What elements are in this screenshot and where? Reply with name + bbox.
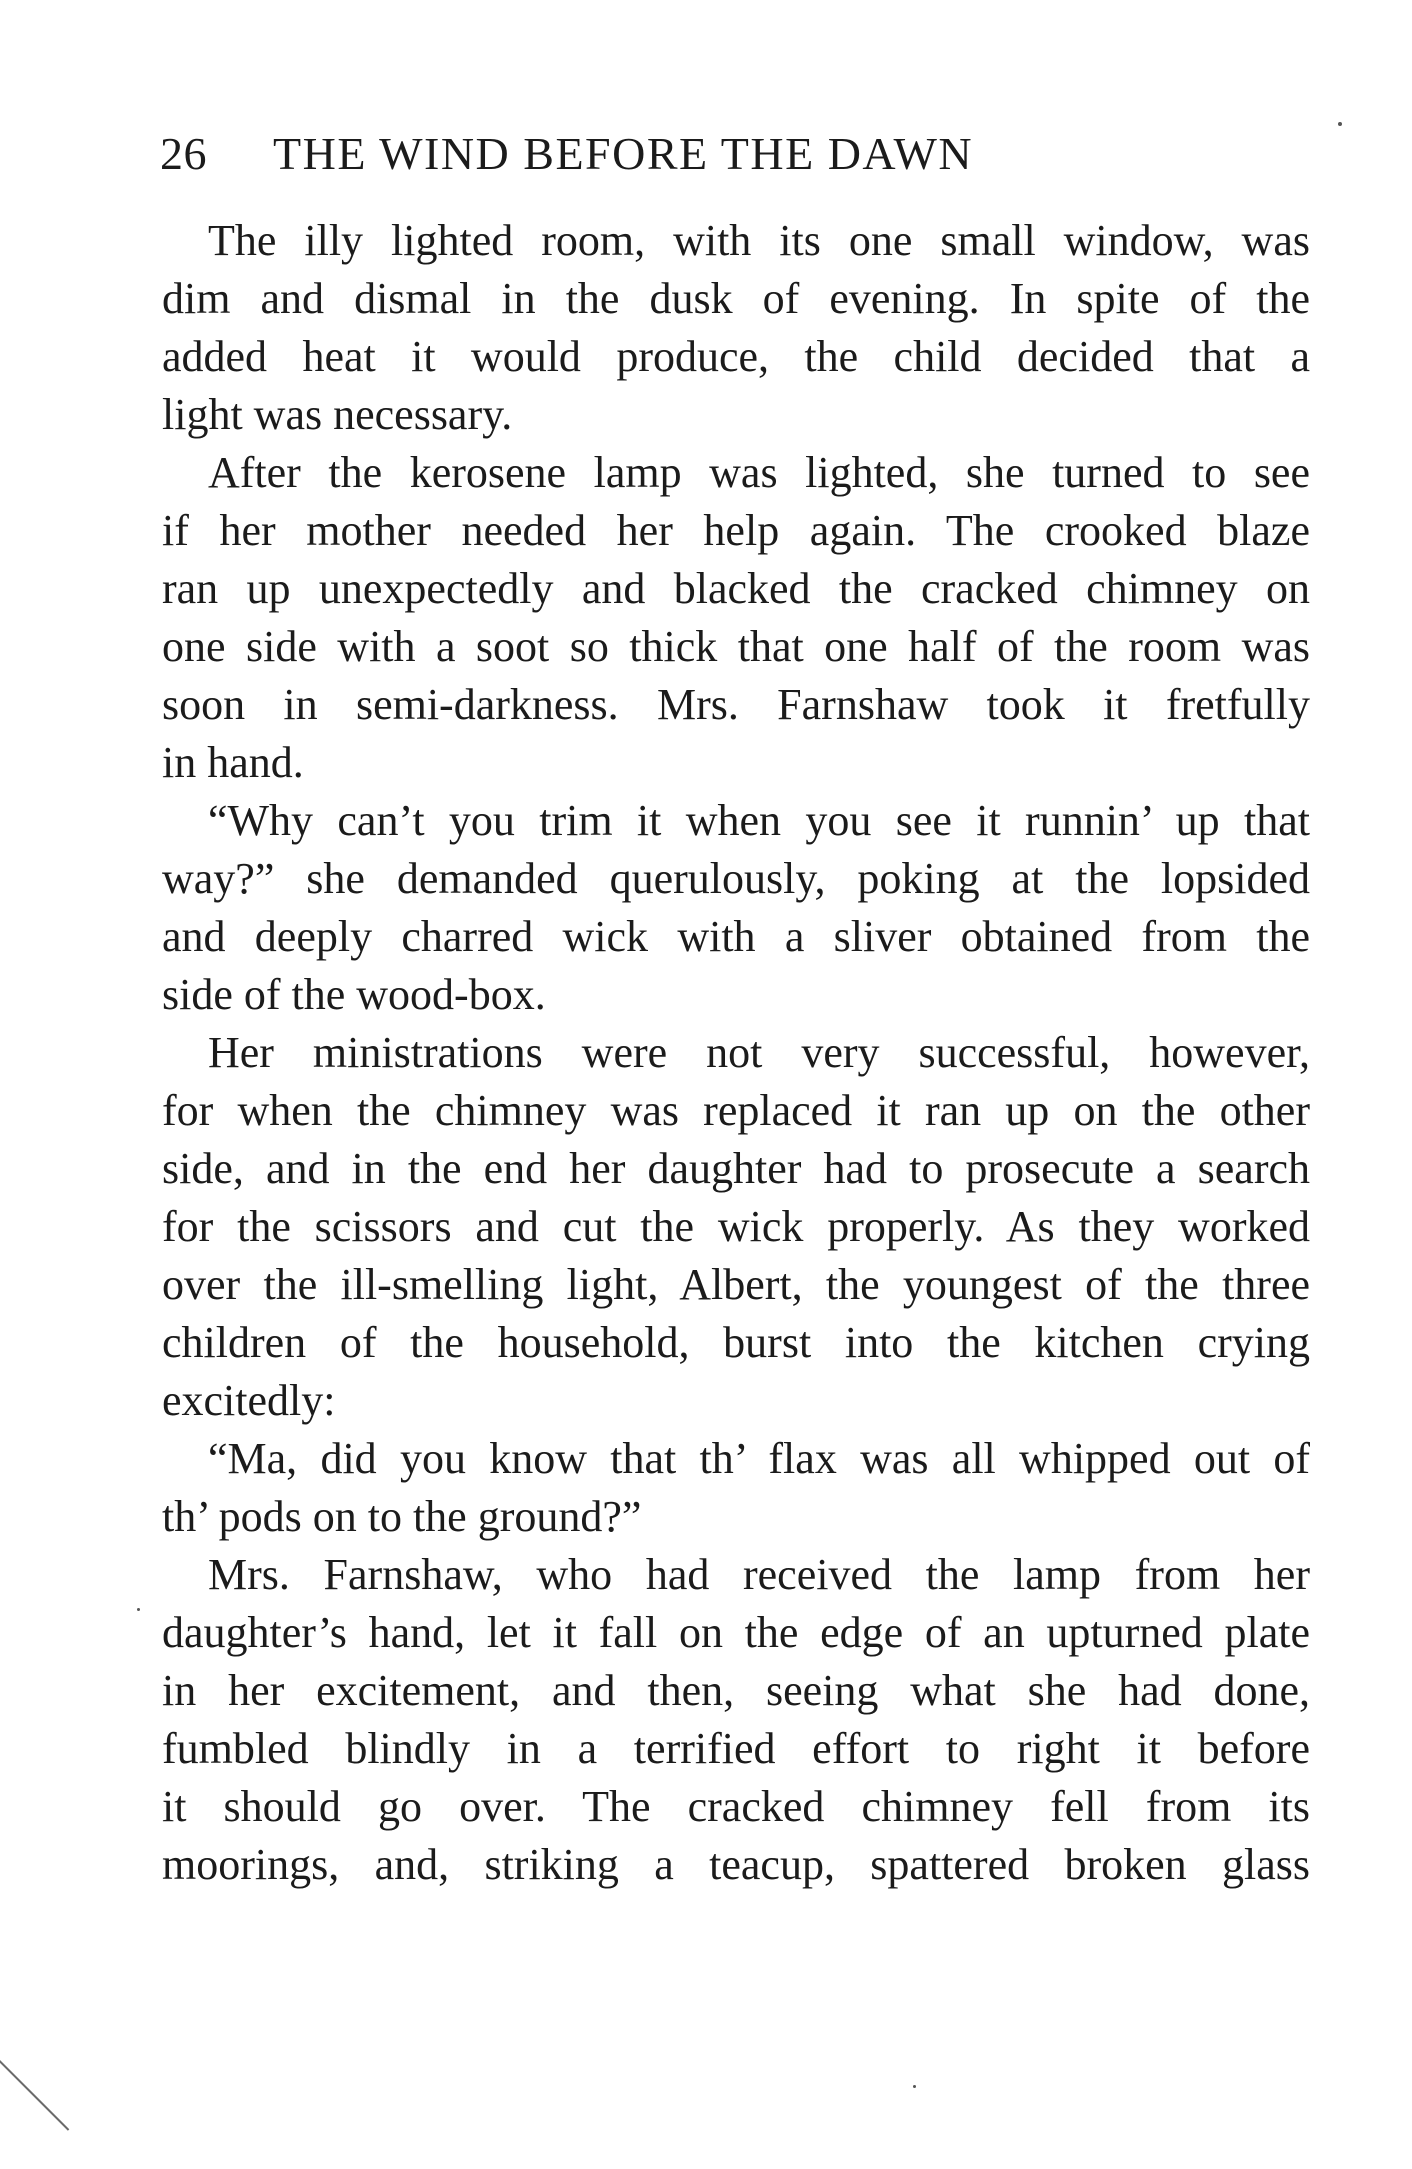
text-line: if her mother needed her help again. The crooked blaze (162, 506, 1310, 555)
text-line: excitedly: (162, 1376, 336, 1425)
text-line: in hand. (162, 738, 304, 787)
text-line: added heat it would produce, the child decided that a (162, 332, 1310, 381)
text-line: over the ill-smelling light, Albert, the youngest of the three (162, 1260, 1310, 1309)
scan-speck (137, 1608, 140, 1611)
paragraph (162, 444, 1310, 792)
book-title: THE WIND BEFORE THE DAWN (273, 128, 974, 179)
text-line: The illy lighted room, with its one small window, was (208, 216, 1310, 265)
paragraph (162, 792, 1310, 1024)
text-line: daughter’s hand, let it fall on the edge of an upturned plate (162, 1608, 1310, 1657)
text-line: side of the wood-box. (162, 970, 546, 1019)
text-line: light was necessary. (162, 390, 513, 439)
scan-speck (1338, 122, 1342, 126)
text-line: one side with a soot so thick that one half of the room was (162, 622, 1310, 671)
paragraph (162, 212, 1310, 444)
body-text (162, 212, 1310, 1894)
text-line: Mrs. Farnshaw, who had received the lamp from her (208, 1550, 1310, 1599)
text-line: dim and dismal in the dusk of evening. In spite of the (162, 274, 1310, 323)
text-line: ran up unexpectedly and blacked the cracked chimney on (162, 564, 1310, 613)
paragraph (162, 1024, 1310, 1430)
text-line: soon in semi-darkness. Mrs. Farnshaw took it fretfully (162, 680, 1310, 729)
text-line: th’ pods on to the ground?” (162, 1492, 642, 1541)
text-line: side, and in the end her daughter had to prosecute a search (162, 1144, 1310, 1193)
text-line: for the scissors and cut the wick properly. As they worked (162, 1202, 1310, 1251)
text-line: “Why can’t you trim it when you see it runnin’ up that (208, 796, 1310, 845)
text-line: for when the chimney was replaced it ran up on the other (162, 1086, 1310, 1135)
text-line: moorings, and, striking a teacup, spattered broken glass (162, 1840, 1310, 1889)
text-line: it should go over. The cracked chimney fell from its (162, 1782, 1310, 1831)
text-line: Her ministrations were not very successful, however, (208, 1028, 1310, 1077)
text-line: “Ma, did you know that th’ flax was all whipped out of (208, 1434, 1310, 1483)
text-line: fumbled blindly in a terrified effort to right it before (162, 1724, 1310, 1773)
paragraph (162, 1546, 1310, 1894)
scan-speck (913, 2085, 916, 2088)
paragraph (162, 1430, 1310, 1546)
scan-artifact-line (0, 2060, 69, 2131)
text-line: way?” she demanded querulously, poking at the lopsided (162, 854, 1310, 903)
running-head (160, 124, 1310, 184)
page-number: 26 (160, 128, 207, 179)
text-line: children of the household, burst into the kitchen crying (162, 1318, 1310, 1367)
text-line: and deeply charred wick with a sliver obtained from the (162, 912, 1310, 961)
text-line: After the kerosene lamp was lighted, she turned to see (208, 448, 1310, 497)
text-line: in her excitement, and then, seeing what she had done, (162, 1666, 1310, 1715)
